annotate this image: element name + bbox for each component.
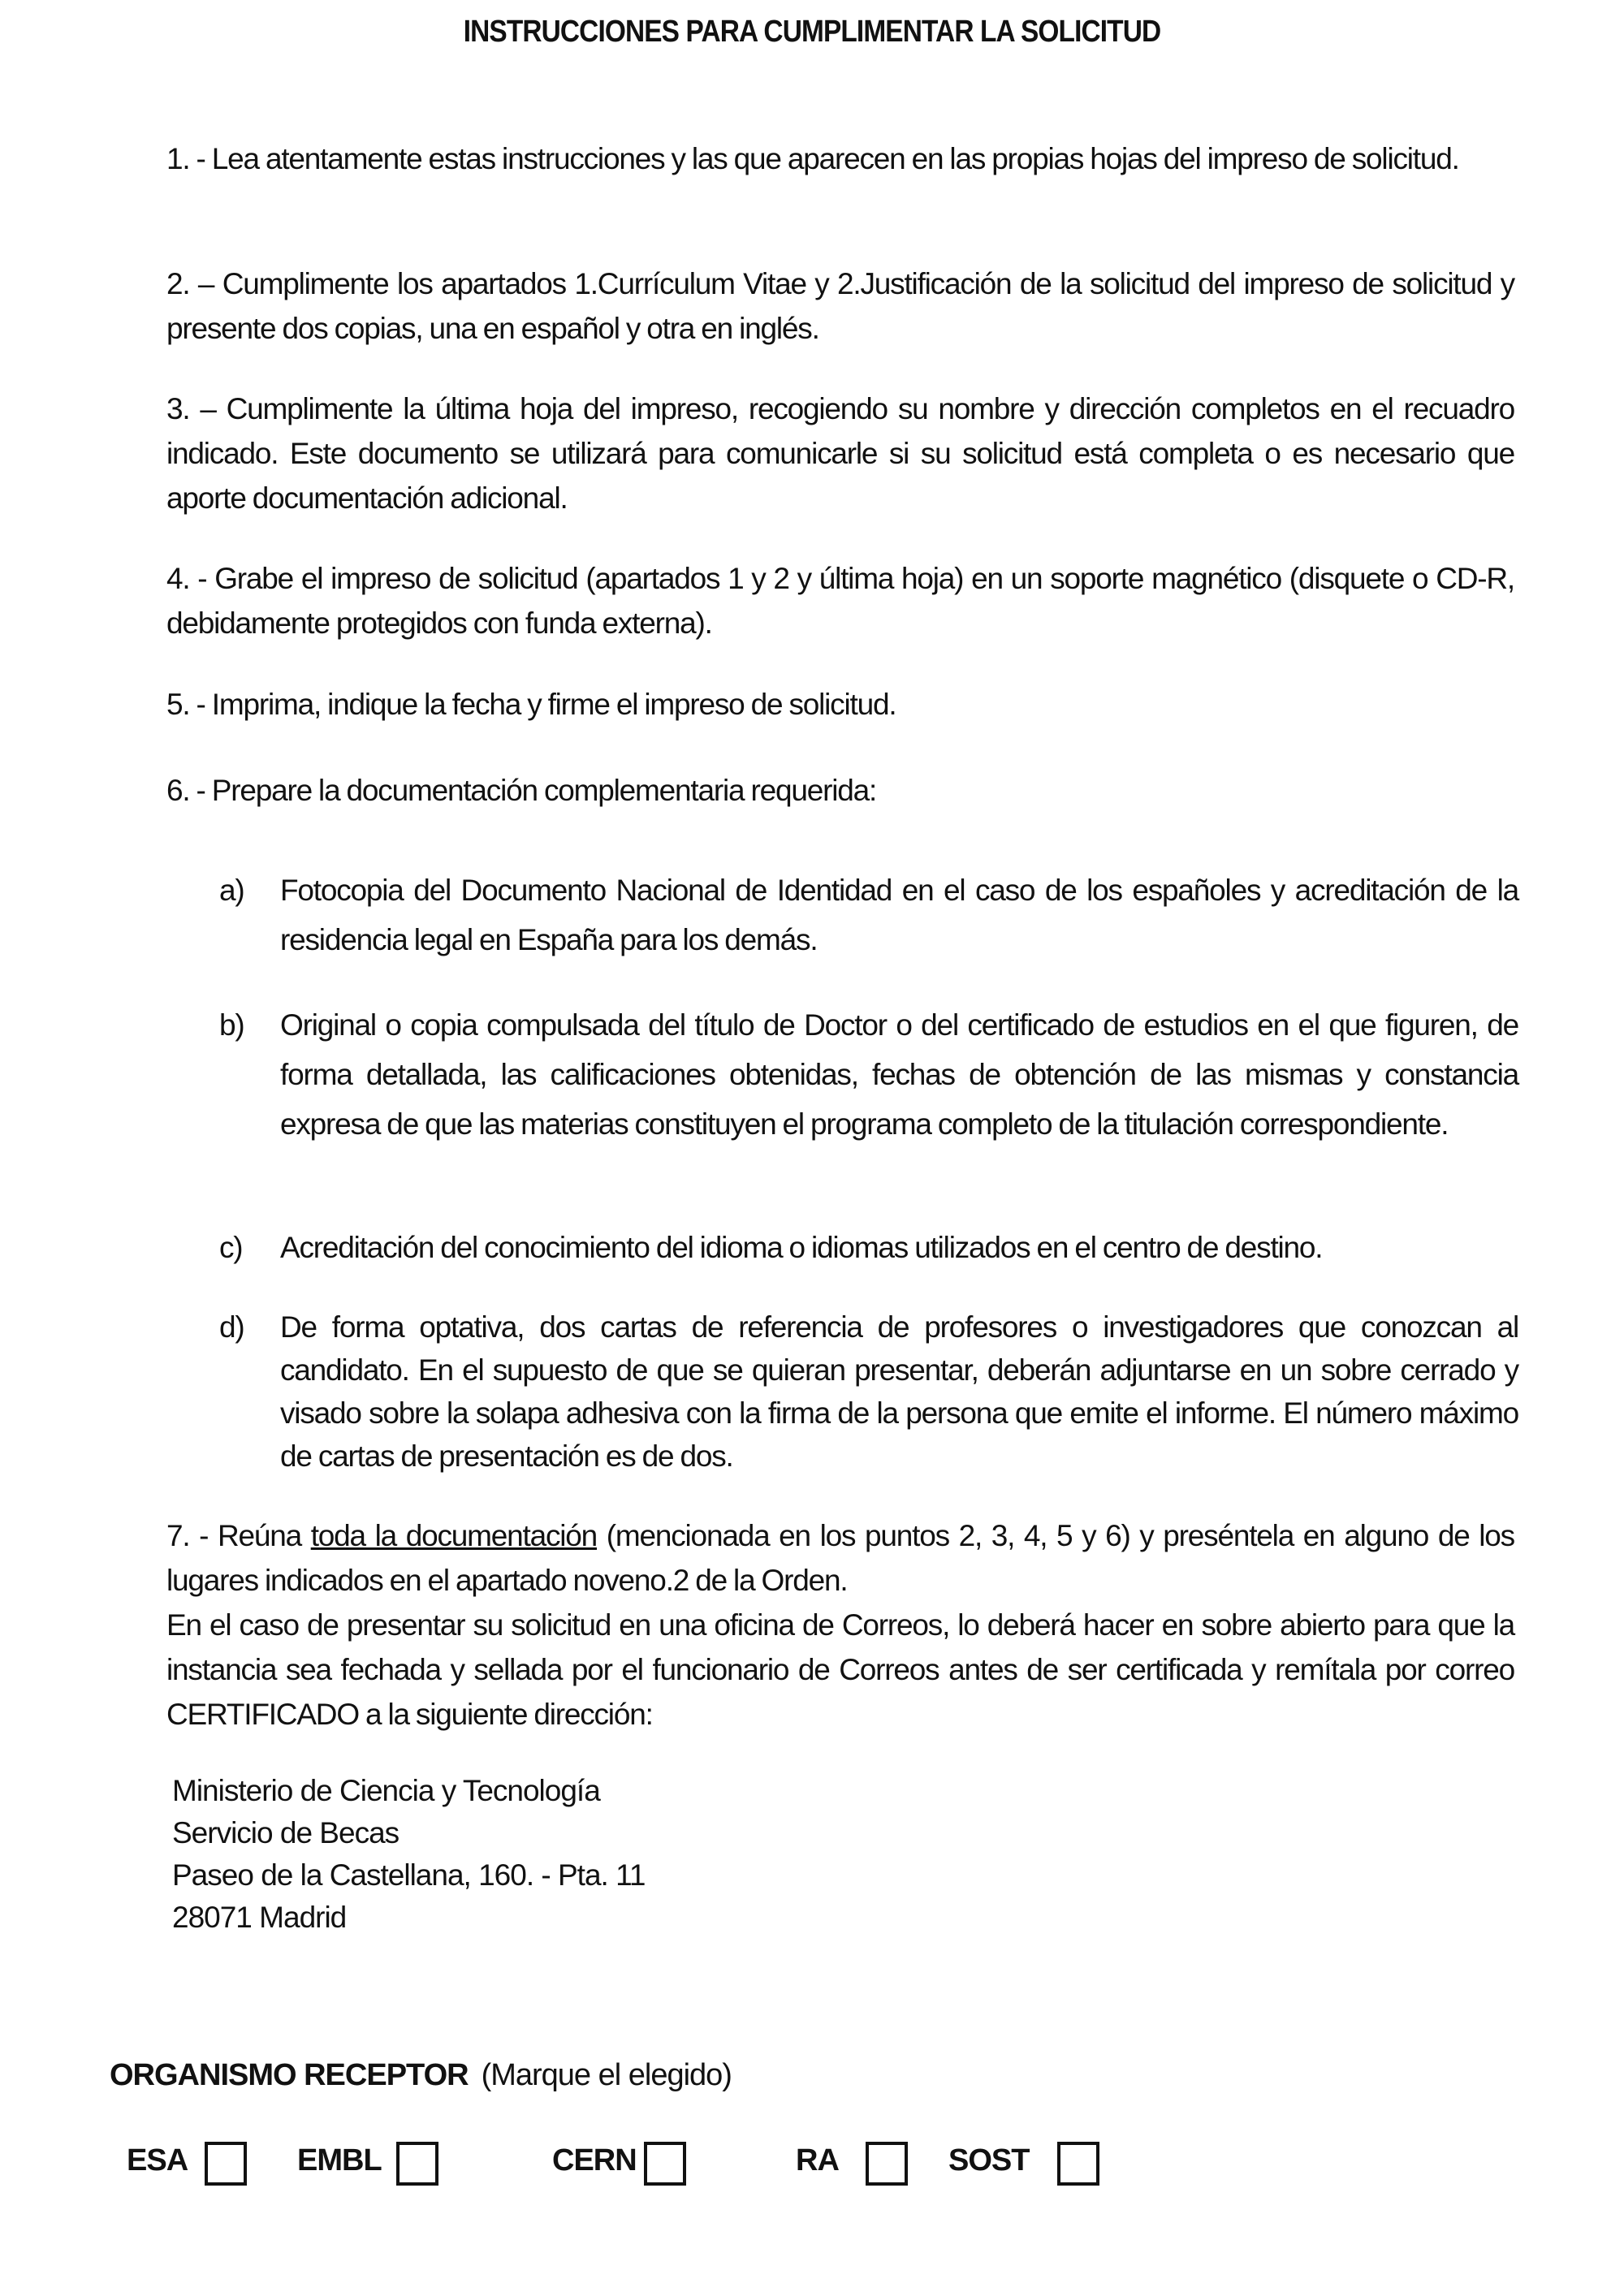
organismo-heading (110, 2058, 732, 2093)
checkbox-esa[interactable] (205, 2142, 247, 2186)
step-7-suffix: (mencionada en los puntos 2, 3, 4, 5 y 6) y preséntela en alguno de los lugares indicados en el apartado noveno.2 de la Orden. (166, 1519, 1514, 1597)
subitem-text: Fotocopia del Documento Nacional de Identidad en el caso de los españoles y acreditación de la residencia legal en España para los demás. (280, 874, 1518, 956)
address (172, 1770, 646, 1939)
step-7-prefix: 7. - Reúna (166, 1519, 311, 1552)
checkbox-cern[interactable] (644, 2142, 686, 2186)
address-line: Paseo de la Castellana, 160. - Pta. 11 (172, 1858, 646, 1892)
step-3: 3. – Cumplimente la última hoja del impreso, recogiendo su nombre y dirección completos en el recuadro indicado. Este documento se utilizará para comunicarle si su solicitud está completa o es necesario que aporte documentación adicional. (166, 392, 1514, 515)
option-label-cern: CERN (552, 2143, 637, 2177)
step-1: 1. - Lea atentamente estas instrucciones y las que aparecen en las propias hojas del impreso de solicitud. (166, 142, 1459, 175)
checkbox-embl[interactable] (396, 2142, 438, 2186)
step-5: 5. - Imprima, indique la fecha y firme el impreso de solicitud. (166, 688, 896, 721)
organismo-label: ORGANISMO RECEPTOR (110, 2058, 469, 2092)
subitem-letter: a) (219, 874, 244, 907)
step-2: 2. – Cumplimente los apartados 1.Currículum Vitae y 2.Justificación de la solicitud del impreso de solicitud y presente dos copias, una en español y otra en inglés. (166, 267, 1514, 345)
subitem-letter: b) (219, 1008, 244, 1042)
subitem-a (219, 865, 1518, 965)
option-label-ra: RA (796, 2143, 839, 2177)
step-4: 4. - Grabe el impreso de solicitud (apartados 1 y 2 y última hoja) en un soporte magnético (disquete o CD-R, debidamente protegidos con funda externa). (166, 562, 1514, 640)
address-line: Servicio de Becas (172, 1816, 400, 1849)
address-line: 28071 Madrid (172, 1901, 347, 1934)
subitem-text: Acreditación del conocimiento del idioma o idiomas utilizados en el centro de destino. (280, 1231, 1323, 1264)
subitem-c (219, 1223, 1518, 1272)
step-7-underlined: toda la documentación (310, 1519, 598, 1552)
option-label-embl: EMBL (297, 2143, 382, 2177)
option-label-sost: SOST (948, 2143, 1030, 2177)
address-line: Ministerio de Ciencia y Tecnología (172, 1774, 600, 1807)
subitem-b (219, 1000, 1518, 1149)
checkbox-sost[interactable] (1057, 2142, 1099, 2186)
step-7 (166, 1513, 1514, 1737)
subitem-letter: d) (219, 1310, 244, 1344)
subitem-letter: c) (219, 1231, 243, 1264)
step-6: 6. - Prepare la documentación complementaria requerida: (166, 774, 877, 807)
step-7-correos: En el caso de presentar su solicitud en una oficina de Correos, lo deberá hacer en sobre abierto para que la instancia sea fechada y sellada por el funcionario de Correos antes de ser certificada y remítala por correo CERTIFICADO a la siguiente dirección: (166, 1608, 1514, 1731)
organismo-hint: (Marque el elegido) (481, 2058, 732, 2092)
checkbox-ra[interactable] (866, 2142, 908, 2186)
subitem-text: De forma optativa, dos cartas de referencia de profesores o investigadores que conozcan al candidato. En el supuesto de que se quieran presentar, deberán adjuntarse en un sobre cerrado y visado sobre la solapa adhesiva con la firma de la persona que emite el informe. El número máximo de cartas de presentación es de dos. (280, 1310, 1518, 1473)
subitem-d (219, 1306, 1518, 1478)
option-label-esa: ESA (127, 2143, 188, 2177)
page-title: INSTRUCCIONES PARA CUMPLIMENTAR LA SOLICITUD (463, 15, 1161, 49)
subitem-text: Original o copia compulsada del título de Doctor o del certificado de estudios en el que figuren, de forma detallada, las calificaciones obtenidas, fechas de obtención de las mismas y constancia expresa de que las materias constituyen el programa completo de la titulación correspondiente. (280, 1008, 1518, 1141)
